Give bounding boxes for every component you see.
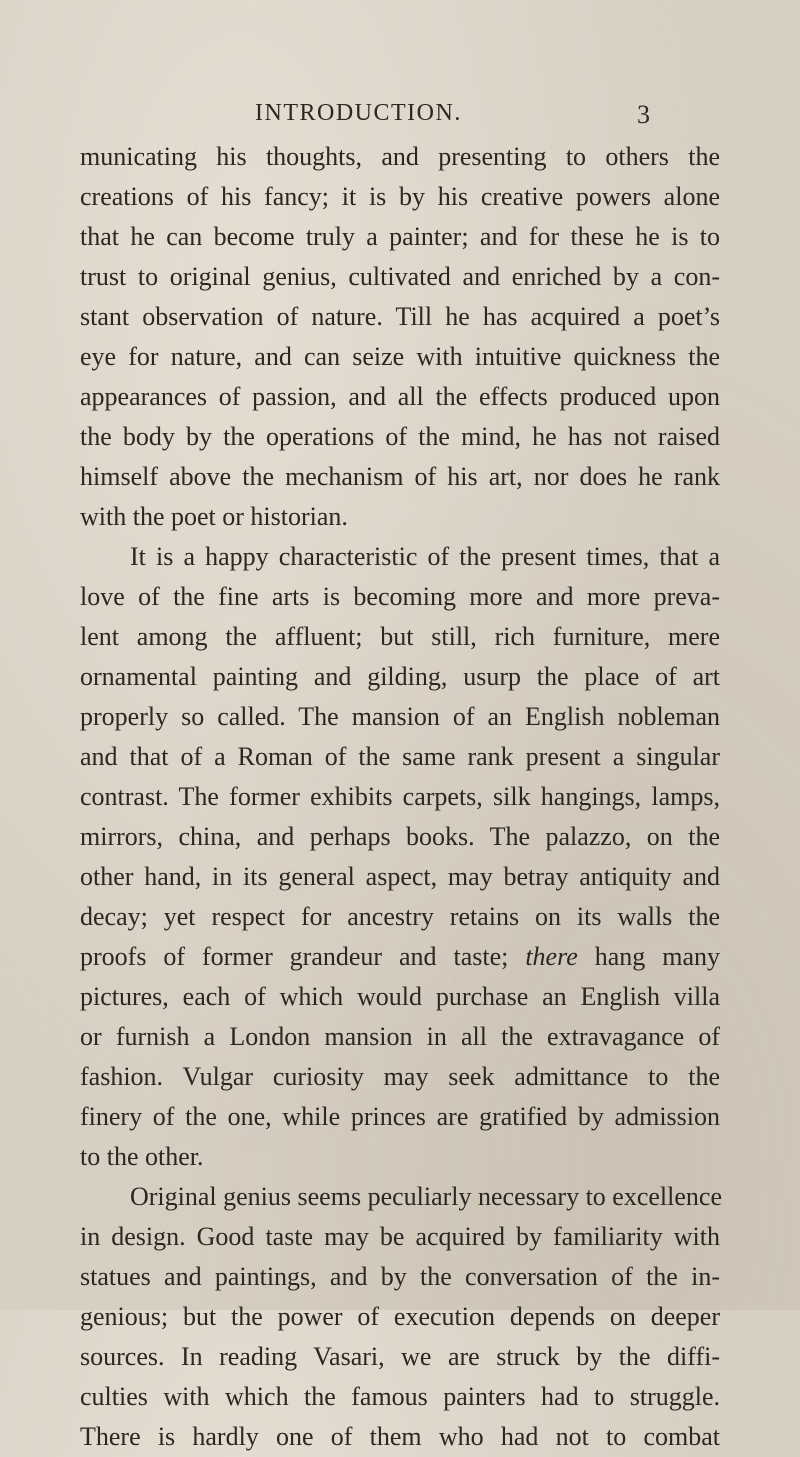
text-segment: hang many (594, 942, 721, 971)
text-line: culties with which the famous painters had to struggle. (80, 1382, 720, 1411)
text-line: that he can become truly a painter; and for these he is to (80, 222, 720, 251)
text-line: in design. Good taste may be acquired by familiarity with (80, 1222, 720, 1251)
italic-word: there (525, 942, 578, 971)
text-line: stant observation of nature. Till he has acquired a poet’s (80, 302, 720, 331)
text-line: fashion. Vulgar curiosity may seek admittance to the (80, 1062, 720, 1091)
text-line: and that of a Roman of the same rank present a singular (80, 742, 720, 771)
text-line: pictures, each of which would purchase an English villa (80, 982, 720, 1011)
text-line: decay; yet respect for ancestry retains on its walls the (80, 902, 720, 931)
text-line: municating his thoughts, and presenting to others the (80, 142, 720, 171)
text-line: trust to original genius, cultivated and enriched by a con- (80, 262, 720, 291)
text-line: finery of the one, while princes are gratified by admission (80, 1102, 720, 1131)
text-line: to the other. (80, 1142, 204, 1171)
text-line-with-italic (80, 937, 720, 977)
body-text (80, 137, 720, 1457)
text-line: ornamental painting and gilding, usurp the place of art (80, 662, 720, 691)
text-segment: proofs of former grandeur and taste; (80, 942, 509, 971)
running-head (140, 100, 650, 140)
text-line: contrast. The former exhibits carpets, silk hangings, lamps, (80, 782, 720, 811)
text-line: There is hardly one of them who had not to combat (80, 1422, 720, 1451)
text-line: sources. In reading Vasari, we are struck by the diffi- (80, 1342, 720, 1371)
text-line: creations of his fancy; it is by his creative powers alone (80, 182, 720, 211)
page-number: 3 (637, 100, 650, 129)
paragraph-start-line: It is a happy characteristic of the present times, that a (130, 542, 720, 571)
text-line: other hand, in its general aspect, may betray antiquity and (80, 862, 720, 891)
running-title: INTRODUCTION. (255, 100, 462, 126)
text-line: lent among the affluent; but still, rich furniture, mere (80, 622, 720, 651)
text-line: genious; but the power of execution depends on deeper (80, 1302, 720, 1331)
text-line: love of the fine arts is becoming more and more preva- (80, 582, 720, 611)
paragraph-start-line: Original genius seems peculiarly necessary to excellence (130, 1182, 722, 1211)
text-line: eye for nature, and can seize with intuitive quickness the (80, 342, 720, 371)
text-line: statues and paintings, and by the conversation of the in- (80, 1262, 720, 1291)
text-line: with the poet or historian. (80, 502, 348, 531)
text-line: or furnish a London mansion in all the extravagance of (80, 1022, 720, 1051)
text-line: the body by the operations of the mind, he has not raised (80, 422, 720, 451)
text-line: mirrors, china, and perhaps books. The palazzo, on the (80, 822, 720, 851)
text-line: appearances of passion, and all the effects produced upon (80, 382, 720, 411)
text-line: properly so called. The mansion of an English nobleman (80, 702, 720, 731)
text-line: himself above the mechanism of his art, nor does he rank (80, 462, 720, 491)
